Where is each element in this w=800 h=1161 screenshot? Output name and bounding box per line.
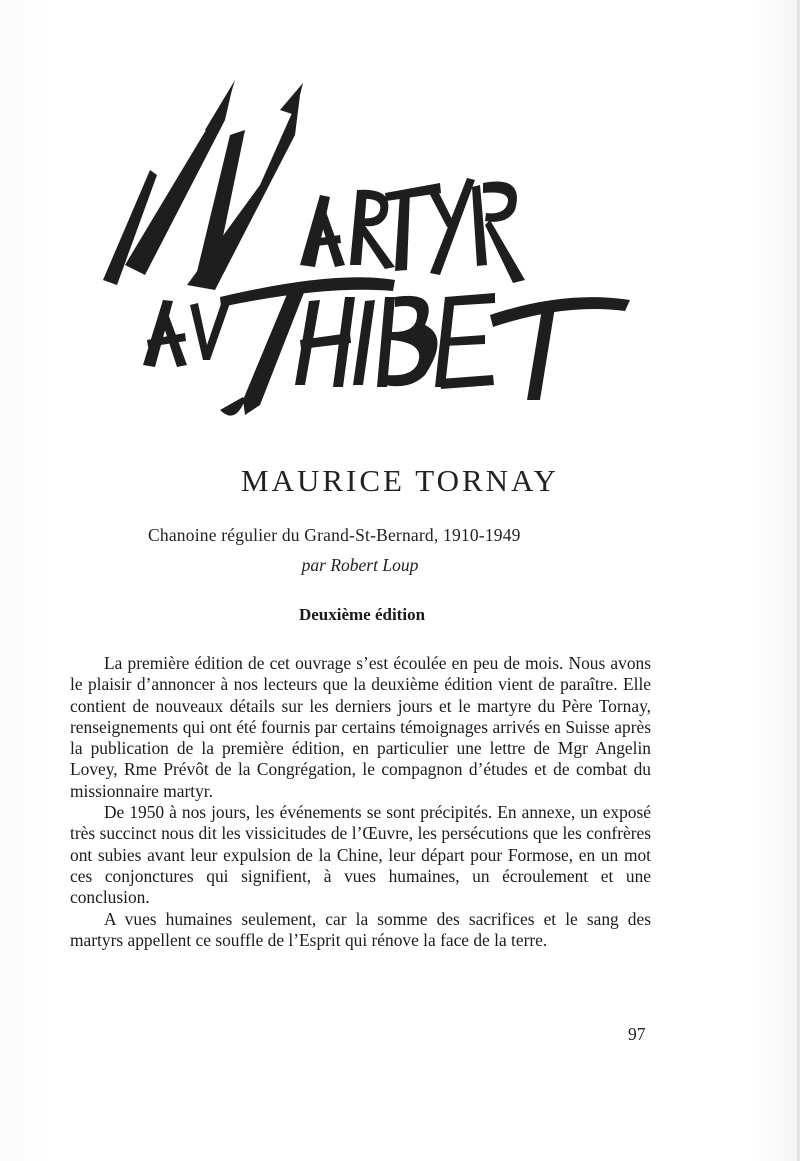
title-calligraphy xyxy=(95,75,640,425)
brush-title-art xyxy=(95,75,640,425)
page-number: 97 xyxy=(628,1024,646,1044)
edition-heading: Deuxième édition xyxy=(298,605,426,624)
paragraph-3: A vues humaines seulement, car la somme des sacrifices et le sang des martyrs appellent ce souffle de l’Esprit qui rénove la face de la terre. xyxy=(70,908,651,950)
paragraph-1: La première édition de cet ouvrage s’est écoulée en peu de mois. Nous avons le plaisir d’annoncer à nos lecteurs que la deuxième édition vient de paraître. Elle contient de nouveaux détails sur les derniers jours et le martyre du Père Tornay, renseignements qui ont été fournis par certains témoignages arrivés en Suisse après la publication de la première édition, en particulier une lettre de Mgr Angelin Lovey, Rme Prévôt de la Congrégation, le compagnon d’études et de combat du missionnaire martyr. xyxy=(70,653,651,801)
byline: par Robert Loup xyxy=(301,555,419,575)
body-text xyxy=(70,653,651,951)
paragraph-2: De 1950 à nos jours, les événements se sont précipités. En annexe, un exposé très succinct nous dit les vissicitudes de l’Œuvre, les persécutions que les confrères ont subies avant leur expulsion de la Chine, leur départ pour Formose, en un mot ces conjonctures qui signifient, à vues humaines, un écroulement et une conclusion. xyxy=(70,802,651,908)
author-name: MAURICE TORNAY xyxy=(241,463,559,498)
author-subtitle: Chanoine régulier du Grand-St-Bernard, 1910-1949 xyxy=(148,525,521,545)
